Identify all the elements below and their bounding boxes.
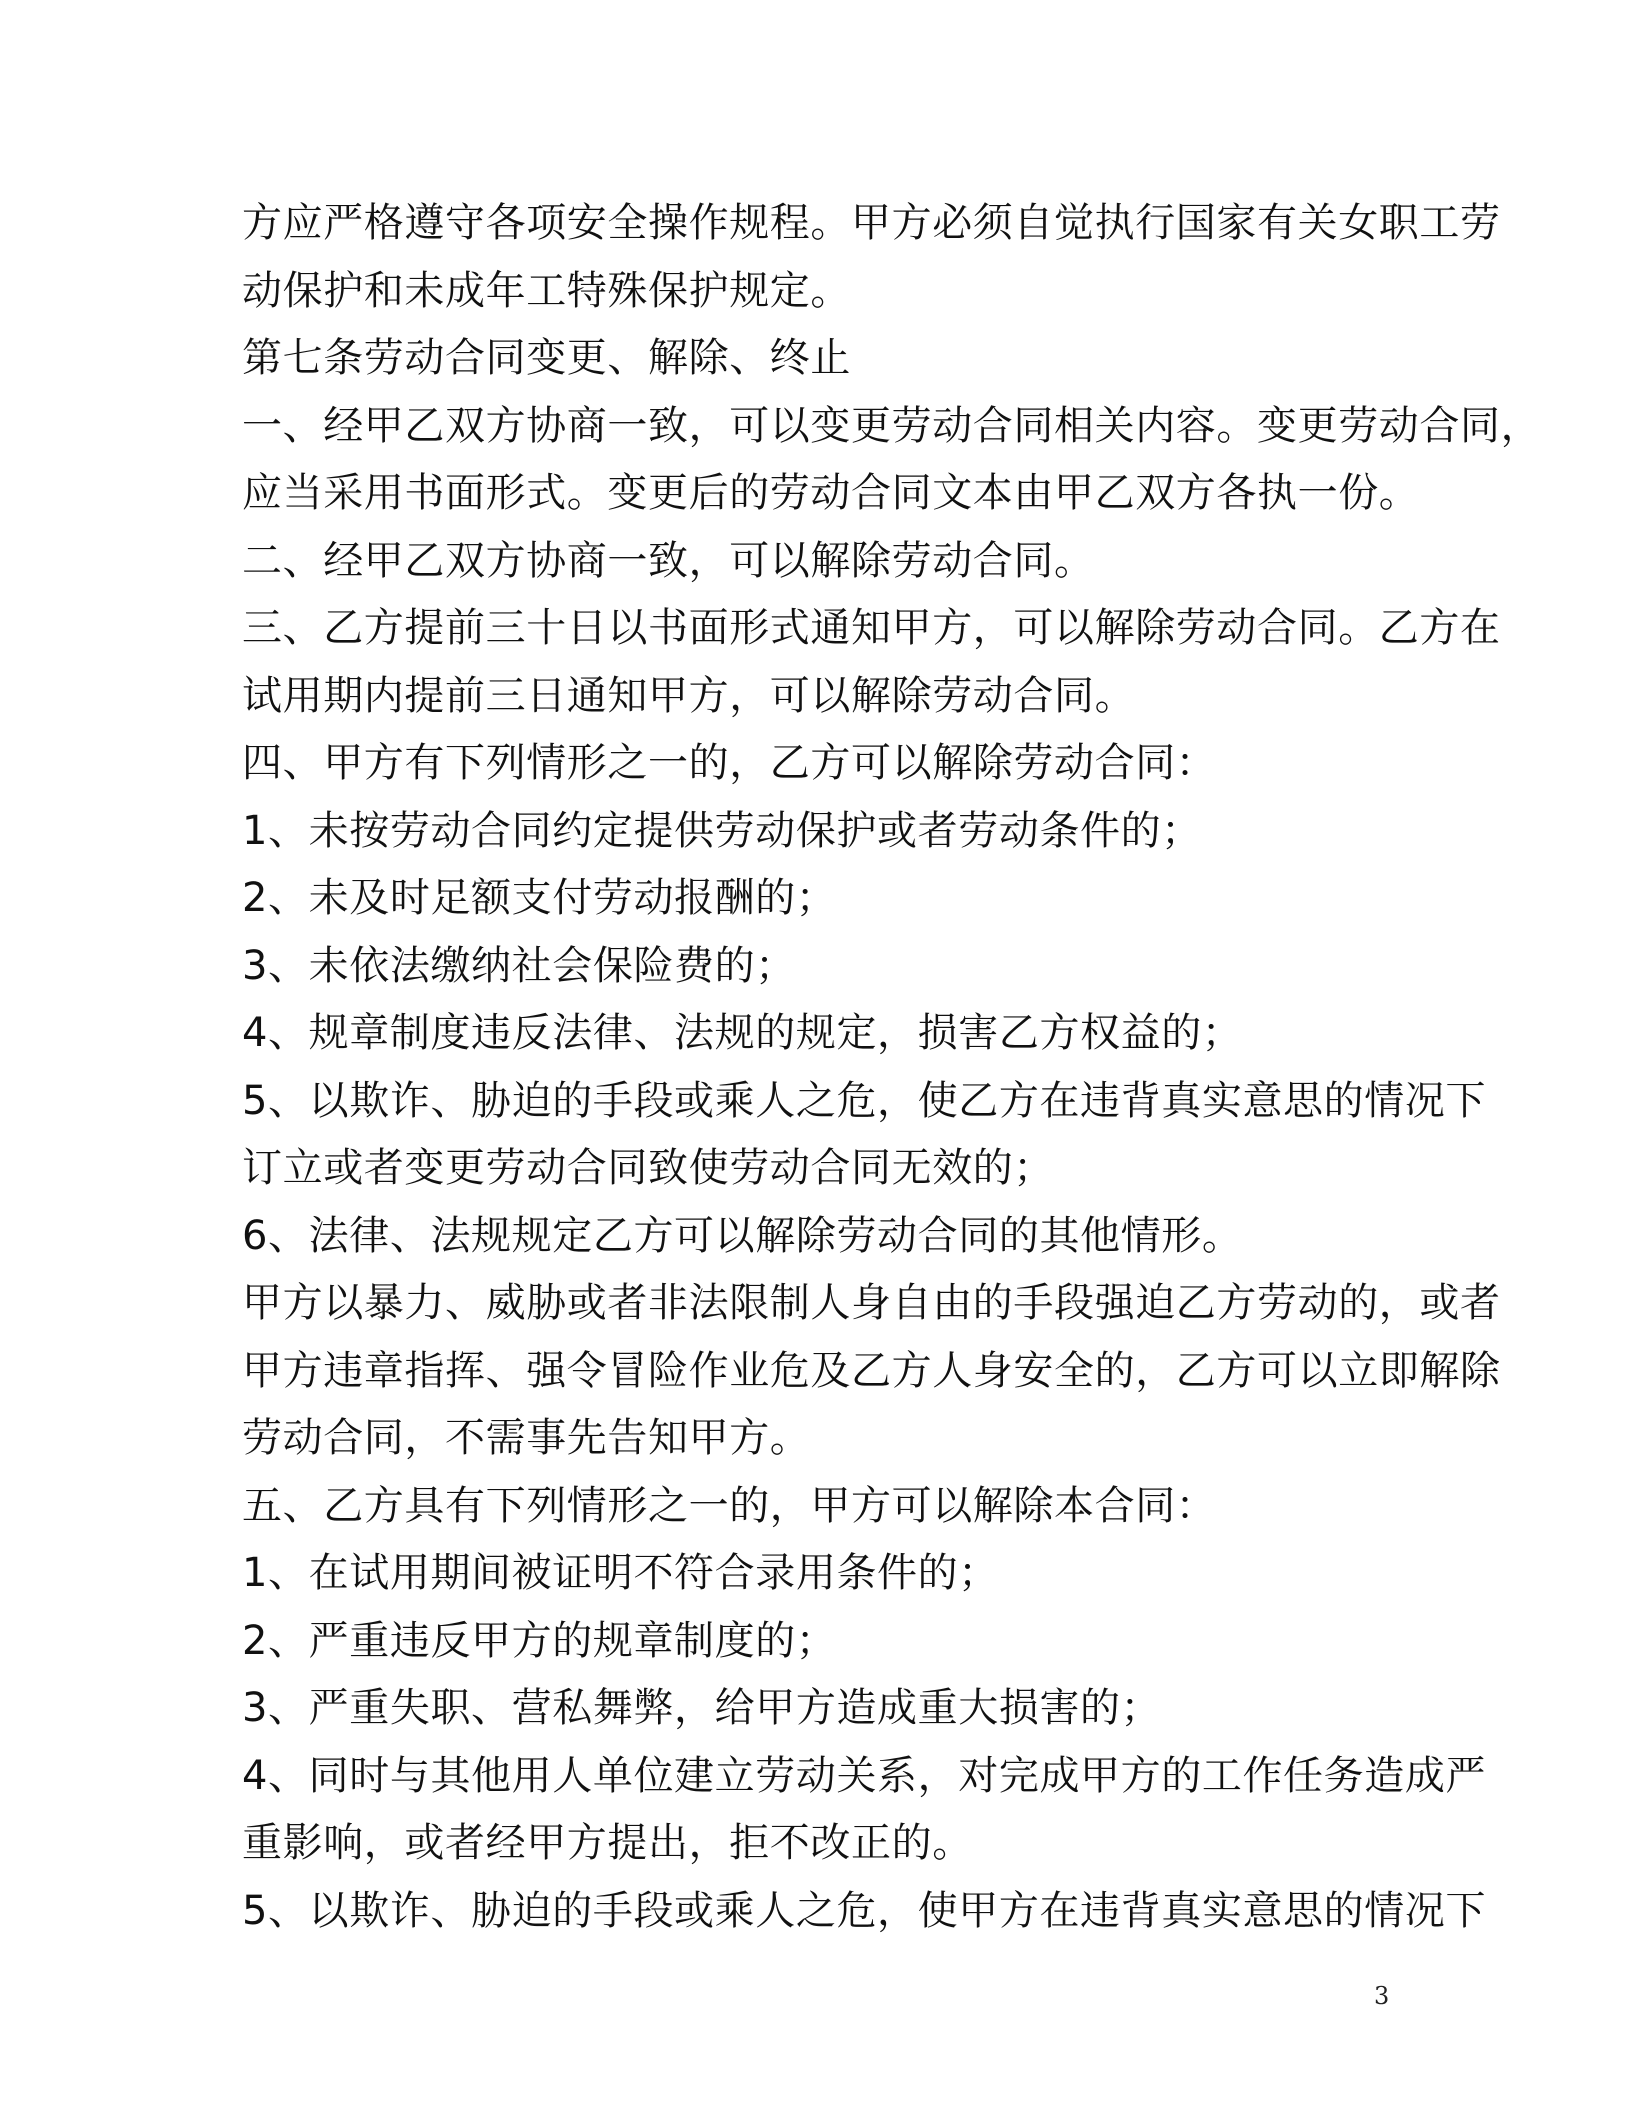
list-item: 4、规章制度违反法律、法规的规定，损害乙方权益的； — [242, 1010, 1243, 1056]
list-item: 5、以欺诈、胁迫的手段或乘人之危，使甲方在违背真实意思的情况下 — [242, 1887, 1487, 1934]
text-line: 重影响，或者经甲方提出，拒不改正的。 — [242, 1820, 973, 1866]
text-line: 试用期内提前三日通知甲方，可以解除劳动合同。 — [242, 672, 1136, 719]
section-heading: 第七条劳动合同变更、解除、终止 — [242, 335, 851, 381]
text-line: 劳动合同，不需事先告知甲方。 — [242, 1415, 811, 1461]
text-line: 甲方以暴力、威胁或者非法限制人身自由的手段强迫乙方劳动的，或者 — [242, 1280, 1501, 1326]
text-line: 二、经甲乙双方协商一致，可以解除劳动合同。 — [242, 537, 1095, 584]
list-item: 2、严重违反甲方的规章制度的； — [242, 1617, 837, 1664]
document-body — [242, 190, 1542, 1945]
list-item: 3、严重失职、营私舞弊，给甲方造成重大损害的； — [242, 1685, 1162, 1731]
list-item: 4、同时与其他用人单位建立劳动关系，对完成甲方的工作任务造成严 — [242, 1752, 1487, 1799]
text-line: 甲方违章指挥、强令冒险作业危及乙方人身安全的，乙方可以立即解除 — [242, 1347, 1501, 1394]
text-line: 动保护和未成年工特殊保护规定。 — [242, 267, 851, 314]
list-item: 5、以欺诈、胁迫的手段或乘人之危，使乙方在违背真实意思的情况下 — [242, 1077, 1487, 1124]
list-item: 1、在试用期间被证明不符合录用条件的； — [242, 1550, 999, 1596]
text-line: 应当采用书面形式。变更后的劳动合同文本由甲乙双方各执一份。 — [242, 470, 1420, 516]
text-line: 方应严格遵守各项安全操作规程。甲方必须自觉执行国家有关女职工劳 — [242, 200, 1501, 246]
text-line: 一、经甲乙双方协商一致，可以变更劳动合同相关内容。变更劳动合同， — [242, 402, 1542, 449]
text-line: 订立或者变更劳动合同致使劳动合同无效的； — [242, 1145, 1054, 1191]
list-item: 6、法律、法规规定乙方可以解除劳动合同的其他情形。 — [242, 1212, 1243, 1259]
text-line: 五、乙方具有下列情形之一的，甲方可以解除本合同： — [242, 1482, 1217, 1529]
list-item: 1、未按劳动合同约定提供劳动保护或者劳动条件的； — [242, 807, 1202, 854]
text-line: 三、乙方提前三十日以书面形式通知甲方，可以解除劳动合同。乙方在 — [242, 605, 1501, 651]
list-item: 2、未及时足额支付劳动报酬的； — [242, 875, 837, 921]
page-number: 3 — [1374, 1982, 1390, 2010]
text-line: 四、甲方有下列情形之一的，乙方可以解除劳动合同： — [242, 740, 1217, 786]
list-item: 3、未依法缴纳社会保险费的； — [242, 942, 796, 989]
